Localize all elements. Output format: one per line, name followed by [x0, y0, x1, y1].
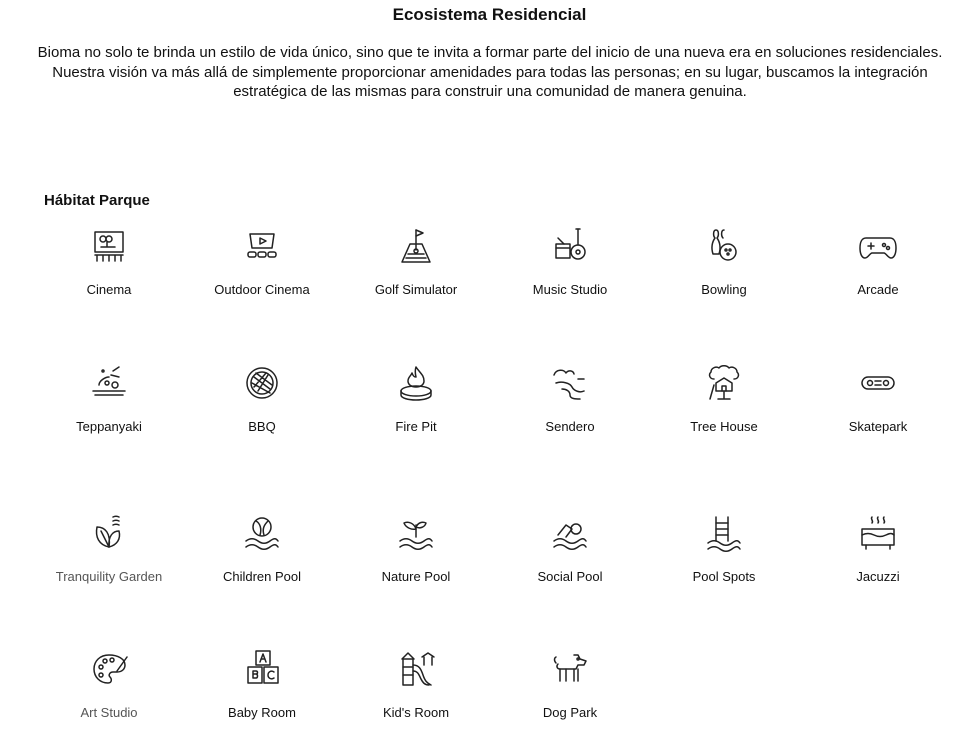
swimmer-icon [548, 511, 592, 555]
amenity-label: Children Pool [222, 569, 302, 584]
page-title: Ecosistema Residencial [392, 5, 587, 24]
dog-icon [548, 647, 592, 691]
amenity-sendero [500, 361, 640, 434]
amenity-label: Teppanyaki [76, 419, 142, 434]
amenity-label: Social Pool [537, 569, 603, 584]
amenity-teppanyaki [39, 361, 179, 434]
playground-icon [394, 647, 438, 691]
amenity-label: Arcade [857, 282, 899, 297]
amenity-pool-spots [654, 511, 794, 584]
pool-ladder-icon [702, 511, 746, 555]
amenity-label: Cinema [86, 282, 132, 297]
fire-pit-icon [394, 361, 438, 405]
amenity-cinema [39, 224, 179, 297]
trail-icon [548, 361, 592, 405]
amenity-golf-simulator [346, 224, 486, 297]
intro-paragraph: Bioma no solo te brinda un estilo de vida único, sino que te invita a formar parte del inicio de una nueva era en soluciones residenciales. Nuestra visión va más allá de simplemente proporcionar amenidades para todas las personas; en su lugar, buscamos la integración estratégica de las mismas para construir una comunidad de manera genuina. [37, 44, 943, 100]
abc-blocks-icon [240, 647, 284, 691]
amenity-art-studio [39, 647, 179, 720]
amenity-label: Tree House [690, 419, 758, 434]
amenity-skatepark [808, 361, 948, 434]
amenity-dog-park [500, 647, 640, 720]
amenity-label: Pool Spots [692, 569, 756, 584]
palette-icon [87, 647, 131, 691]
amenity-jacuzzi [808, 511, 948, 584]
amenity-baby-room [192, 647, 332, 720]
amenity-label: Jacuzzi [856, 569, 900, 584]
amenity-label: Tranquility Garden [55, 569, 163, 584]
outdoor-cinema-icon [240, 224, 284, 268]
amenity-arcade [808, 224, 948, 297]
sprout-pool-icon [394, 511, 438, 555]
ball-pool-icon [240, 511, 284, 555]
amenity-label: Sendero [545, 419, 595, 434]
amenity-label: Outdoor Cinema [214, 282, 310, 297]
amenity-label: Music Studio [532, 282, 608, 297]
amenity-label: Dog Park [542, 705, 598, 720]
amenity-label: Baby Room [228, 705, 296, 720]
bbq-grill-icon [240, 361, 284, 405]
amenity-label: Golf Simulator [374, 282, 458, 297]
amenity-label: Fire Pit [395, 419, 437, 434]
jacuzzi-icon [856, 511, 900, 555]
cinema-icon [87, 224, 131, 268]
bowling-icon [702, 224, 746, 268]
amenity-tree-house [654, 361, 794, 434]
amenity-kids-room [346, 647, 486, 720]
leaf-icon [87, 511, 131, 555]
amenity-children-pool [192, 511, 332, 584]
amenity-label: Art Studio [80, 705, 138, 720]
amenity-nature-pool [346, 511, 486, 584]
amenity-tranquility-garden [39, 511, 179, 584]
guitar-drum-icon [548, 224, 592, 268]
amenity-label: Kid's Room [382, 705, 450, 720]
amenity-music-studio [500, 224, 640, 297]
amenity-label: Bowling [701, 282, 747, 297]
golf-flag-icon [394, 224, 438, 268]
amenity-bbq [192, 361, 332, 434]
gamepad-icon [856, 224, 900, 268]
amenity-bowling [654, 224, 794, 297]
amenity-social-pool [500, 511, 640, 584]
teppanyaki-grill-icon [87, 361, 131, 405]
amenity-fire-pit [346, 361, 486, 434]
tree-house-icon [702, 361, 746, 405]
amenity-label: BBQ [248, 419, 276, 434]
amenity-label: Nature Pool [381, 569, 451, 584]
section-title: Hábitat Parque [44, 192, 150, 209]
amenity-outdoor-cinema [192, 224, 332, 297]
skateboard-icon [856, 361, 900, 405]
amenity-label: Skatepark [848, 419, 908, 434]
